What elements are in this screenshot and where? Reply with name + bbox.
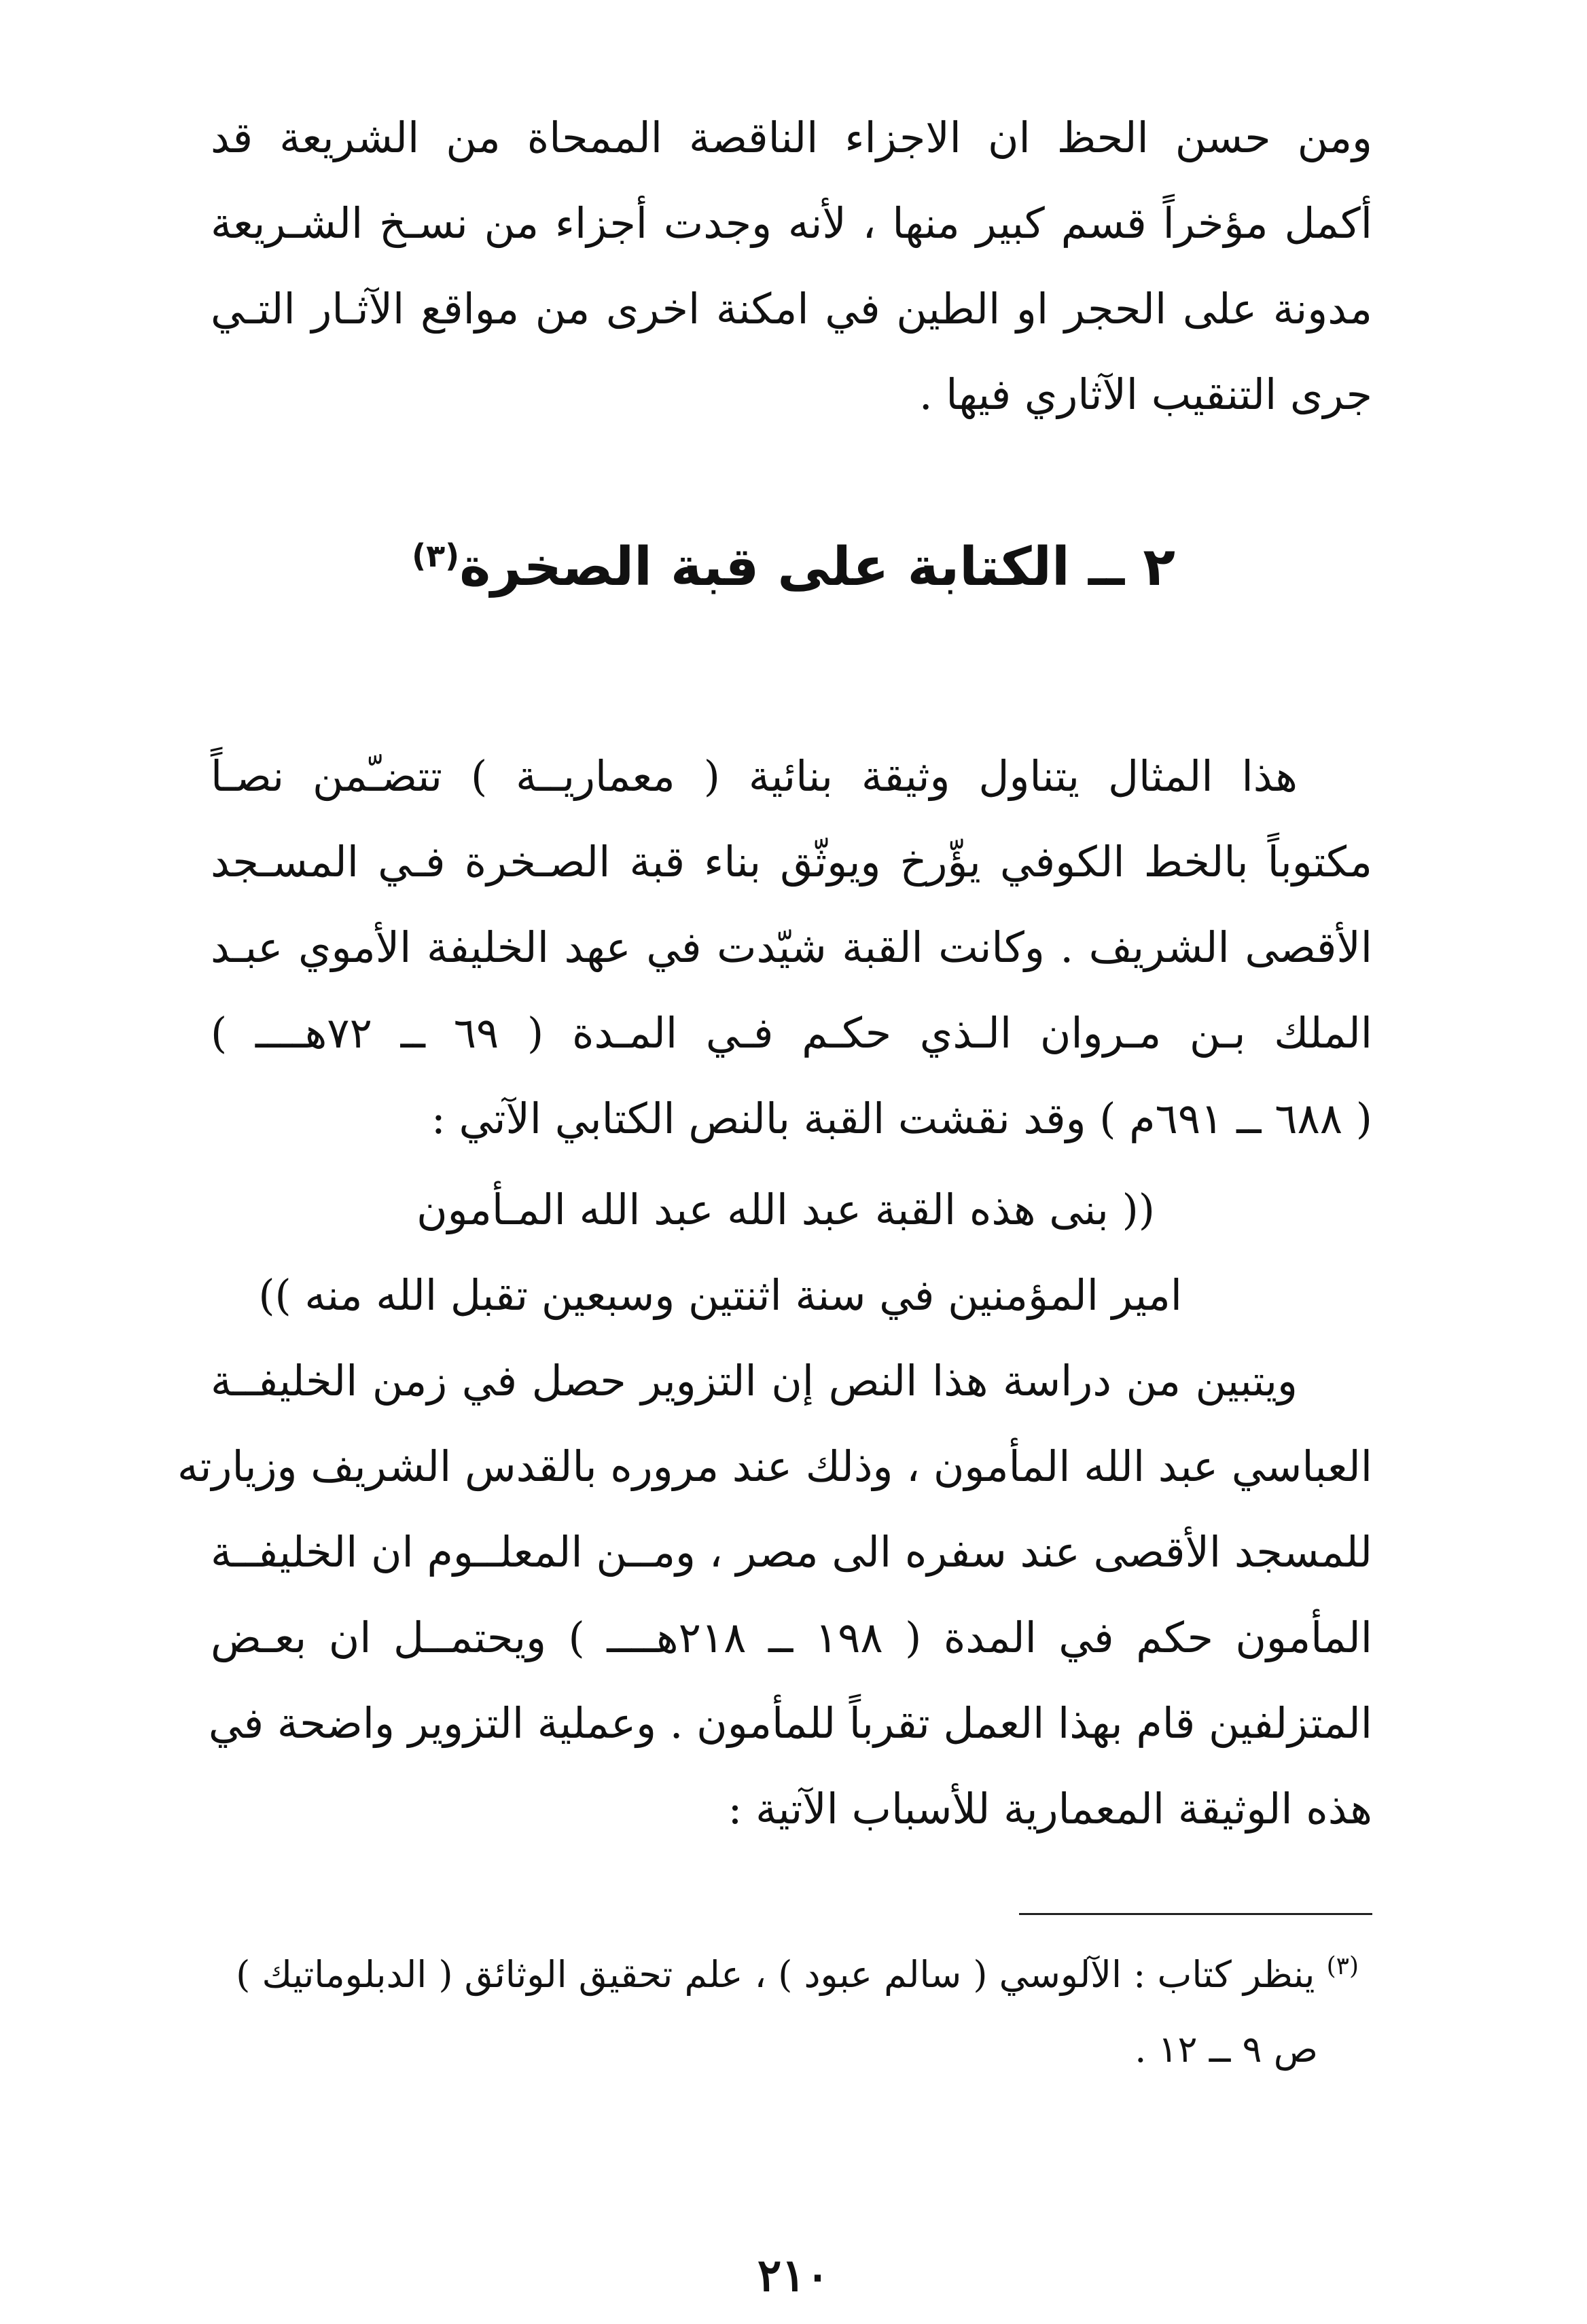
text-line: ومن حسن الحظ ان الاجزاء الناقصة الممحاة من الشريعة قد: [211, 113, 1372, 162]
section-heading: [0, 537, 1587, 598]
text-line: الملك بـن مـروان الـذي حكـم فـي المـدة ( ٦٩ ــ ٧٢هــــ ): [211, 1008, 1373, 1058]
footnote: [211, 1929, 1372, 2087]
intro-paragraph: [211, 95, 1372, 437]
inscription-quote: [211, 1167, 1372, 1338]
footnote-separator: [1019, 1913, 1372, 1915]
text-line: ويتبين من دراسة هذا النص إن التزوير حصل في زمن الخليفــة: [211, 1356, 1298, 1406]
footnote-marker: (٣): [1326, 1952, 1359, 1980]
text-line: هذا المثال يتناول وثيقة بنائية ( معماريــة ) تتضـّمن نصـاً: [211, 751, 1298, 801]
text-line: ( ٦٨٨ ــ ٦٩١م ) وقد نقشت القبة بالنص الكتابي الآتي :: [431, 1094, 1372, 1143]
text-line: مكتوباً بالخط الكوفي يؤّرخ ويوثّق بناء قبة الصـخرة فـي المسـجد: [211, 837, 1372, 887]
paragraph-1: [211, 734, 1372, 1162]
section-heading-text: ٢ ــ الكتابة على قبة الصخرة: [459, 537, 1175, 598]
paragraph-2: [177, 1338, 1373, 1852]
footnote-line: ص ٩ ــ ١٢ .: [1135, 2028, 1318, 2071]
text-line: المتزلفين قام بهذا العمل تقرباً للمأمون . وعملية التزوير واضحة في: [208, 1698, 1372, 1748]
text-line: للمسجد الأقصى عند سفره الى مصر ، ومــن المعلــوم ان الخليفــة: [211, 1527, 1372, 1577]
heading-footnote-marker: (٣): [412, 537, 460, 574]
text-line: مدونة على الحجر او الطين في امكنة اخرى من مواقع الآثـار التـي: [211, 284, 1372, 334]
footnote-text: ينظر كتاب : الآلوسي ( سالم عبود ) ، علم تحقيق الوثائق ( الدبلوماتيك ): [236, 1953, 1315, 1996]
text-line: هذه الوثيقة المعمارية للأسباب الآتية :: [728, 1784, 1372, 1834]
text-line: المأمون حكم في المدة ( ١٩٨ ــ ٢١٨هــــ ) ويحتمــل ان بعـض: [211, 1613, 1373, 1662]
text-line: جرى التنقيب الآثاري فيها .: [919, 370, 1372, 419]
text-line: أكمل مؤخراً قسم كبير منها ، لأنه وجدت أجزاء من نسـخ الشـريعة: [211, 198, 1372, 248]
inscription-line: امير المؤمنين في سنة اثنتين وسبعين تقبل الله منه )): [258, 1270, 1182, 1320]
text-line: العباسي عبد الله المأمون ، وذلك عند مروره بالقدس الشريف وزيارته: [177, 1442, 1372, 1491]
page-number: ٢١٠: [757, 2249, 830, 2302]
inscription-line: (( بنى هذه القبة عبد الله عبد الله المـأمون: [416, 1185, 1155, 1234]
footnote-line: [211, 1929, 1372, 2012]
text-line: الأقصى الشريف . وكانت القبة شيّدت في عهد الخليفة الأموي عبـد: [211, 923, 1372, 972]
